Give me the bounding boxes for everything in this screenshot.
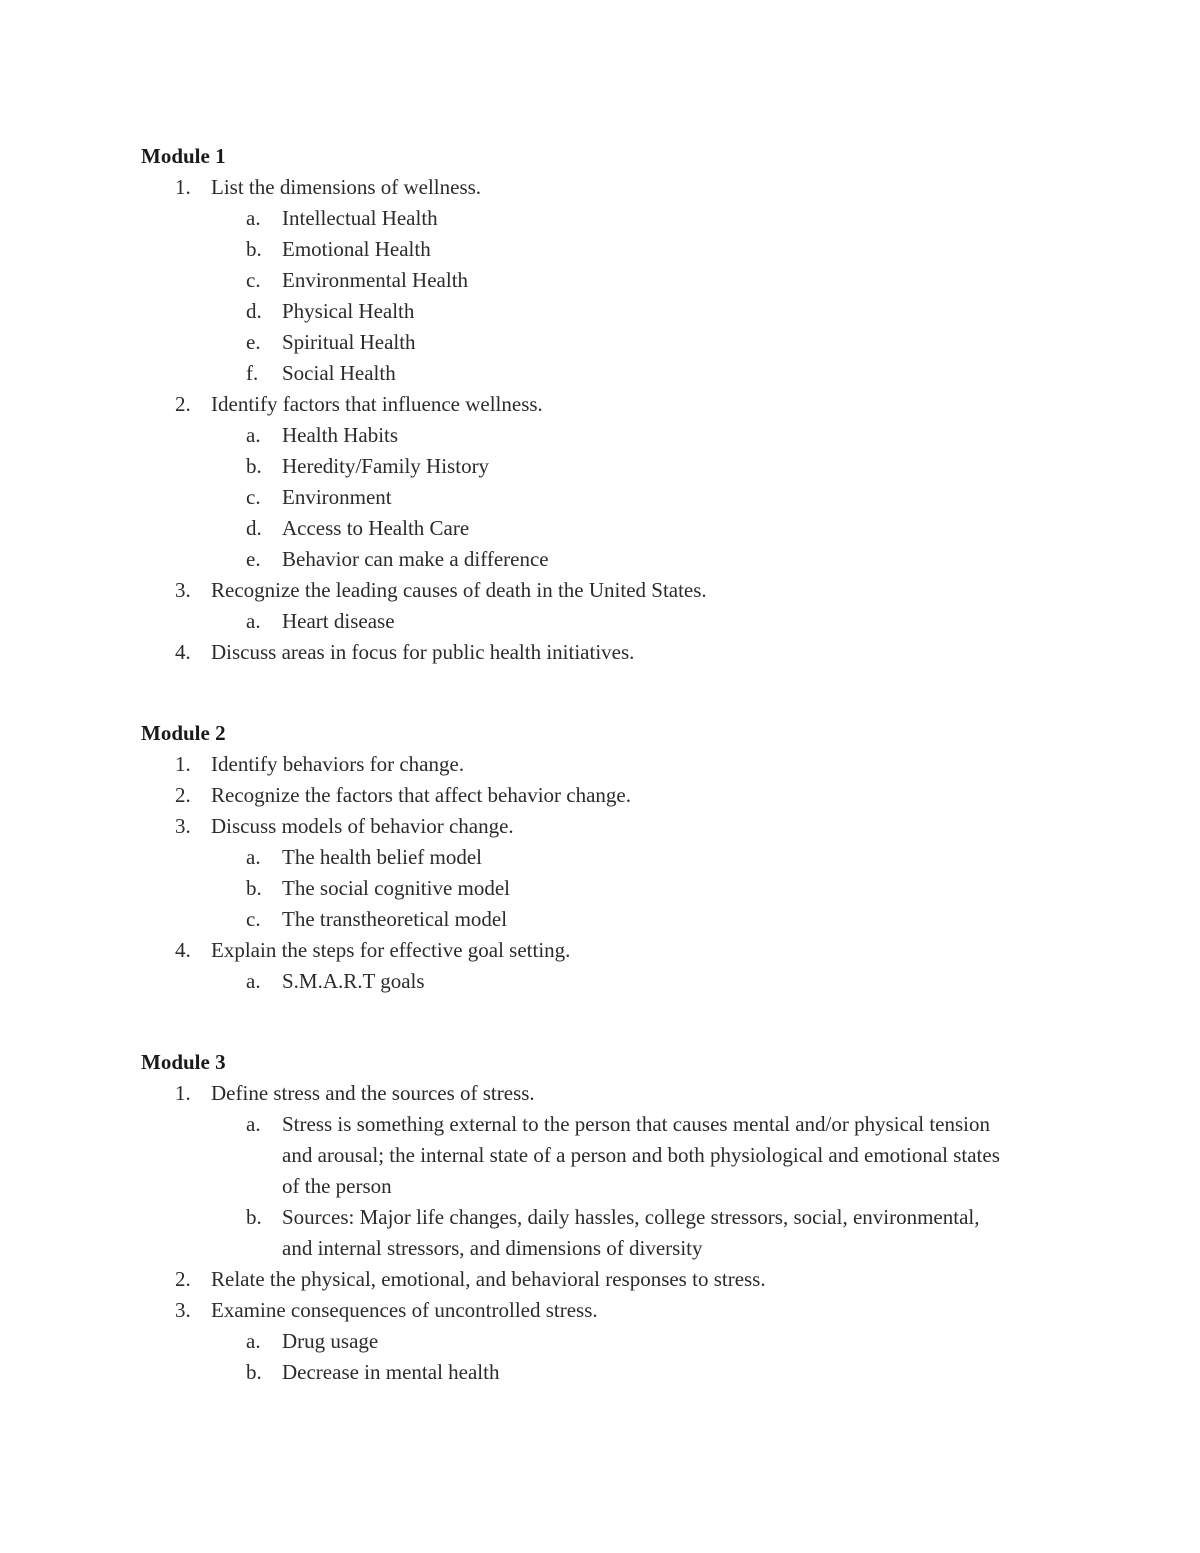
list-item-text: Examine consequences of uncontrolled stress. [211, 1298, 598, 1322]
list-item-number: 2. [175, 783, 191, 807]
sub-list-item-text: Heart disease [282, 609, 395, 633]
list-item [141, 935, 1041, 966]
sub-list-item-text: The health belief model [282, 845, 483, 869]
sub-list-item-text: Environmental Health [282, 268, 469, 292]
module-section [141, 1047, 1041, 1388]
sub-list-item-text: Access to Health Care [282, 516, 470, 540]
list-item-text: Define stress and the sources of stress. [211, 1081, 535, 1105]
list-item-number: 3. [175, 578, 191, 602]
list-item-text: Relate the physical, emotional, and behavioral responses to stress. [211, 1267, 766, 1291]
sub-list-item-letter: e. [246, 547, 261, 571]
list-item-number: 4. [175, 640, 191, 664]
list-item-number: 1. [175, 1081, 191, 1105]
list-item [141, 811, 1041, 842]
sub-list-item [141, 1357, 1041, 1388]
document-content [141, 141, 1041, 1388]
sub-list-item-text: Heredity/Family History [282, 454, 490, 478]
sub-list-item-text: Spiritual Health [282, 330, 416, 354]
sub-list-item-text: Physical Health [282, 299, 415, 323]
list-item [141, 389, 1041, 420]
sub-list-item [141, 296, 1041, 327]
sub-list-item [141, 1202, 1041, 1264]
list-item-number: 2. [175, 392, 191, 416]
sub-list-item-letter: b. [246, 1360, 262, 1384]
list-item-text: Discuss areas in focus for public health initiatives. [211, 640, 635, 664]
module-section [141, 141, 1041, 668]
sub-list-item-letter: a. [246, 1112, 261, 1136]
list-item-text: Discuss models of behavior change. [211, 814, 514, 838]
sub-list-item-text: Health Habits [282, 423, 399, 447]
sub-list-item-text: Behavior can make a difference [282, 547, 549, 571]
sub-list-item-letter: a. [246, 1329, 261, 1353]
sub-list-item-text: The transtheoretical model [282, 907, 508, 931]
sub-list-item [141, 420, 1041, 451]
sub-list-item [141, 265, 1041, 296]
list-item-text: List the dimensions of wellness. [211, 175, 482, 199]
sub-list-item-text: Decrease in mental health [282, 1360, 500, 1384]
list-item [141, 780, 1041, 811]
list-item [141, 637, 1041, 668]
sub-list-item-letter: a. [246, 845, 261, 869]
sub-list-item [141, 873, 1041, 904]
sub-list-item [141, 904, 1041, 935]
sub-list-item-letter: a. [246, 206, 261, 230]
sub-list-item [141, 1326, 1041, 1357]
sub-list-item-text: The social cognitive model [282, 876, 511, 900]
sub-list-item-text: Intellectual Health [282, 206, 438, 230]
sub-list-item-text: Drug usage [282, 1329, 379, 1353]
sub-list-item [141, 327, 1041, 358]
list-item-number: 1. [175, 752, 191, 776]
sub-list-item [141, 842, 1041, 873]
sub-list-item [141, 1109, 1041, 1202]
list-item-text: Identify factors that influence wellness. [211, 392, 543, 416]
sub-list-item-letter: a. [246, 969, 261, 993]
sub-list-item-letter: b. [246, 454, 262, 478]
sub-list-item [141, 513, 1041, 544]
sub-list-item-text: Emotional Health [282, 237, 431, 261]
sub-list-item-letter: b. [246, 237, 262, 261]
list-item-text: Recognize the leading causes of death in the United States. [211, 578, 707, 602]
module-title: Module 1 [141, 144, 226, 168]
sub-list-item-letter: a. [246, 423, 261, 447]
sub-list-item-letter: f. [246, 361, 259, 385]
sub-list-item-text: Social Health [282, 361, 396, 385]
sub-list-item [141, 606, 1041, 637]
list-item [141, 1264, 1041, 1295]
list-item [141, 749, 1041, 780]
sub-list-item-text: S.M.A.R.T goals [282, 969, 425, 993]
list-item [141, 1078, 1041, 1109]
sub-list-item [141, 544, 1041, 575]
list-item [141, 1295, 1041, 1326]
sub-list-item [141, 451, 1041, 482]
sub-list-item-letter: b. [246, 1205, 262, 1229]
list-item-number: 3. [175, 1298, 191, 1322]
sub-list-item [141, 358, 1041, 389]
sub-list-item [141, 234, 1041, 265]
module-title: Module 3 [141, 1050, 226, 1074]
sub-list-item [141, 966, 1041, 997]
list-item-text: Identify behaviors for change. [211, 752, 465, 776]
sub-list-item-letter: e. [246, 330, 261, 354]
sub-list-item-letter: d. [246, 516, 262, 540]
list-item [141, 575, 1041, 606]
list-item-number: 3. [175, 814, 191, 838]
list-item [141, 172, 1041, 203]
sub-list-item-letter: c. [246, 907, 261, 931]
module-section [141, 718, 1041, 997]
sub-list-item-letter: d. [246, 299, 262, 323]
sub-list-item-text: Stress is something external to the person that causes mental and/or physical tension and arousal; the internal state of a person and both physiological and emotional states of the person [282, 1112, 1000, 1198]
sub-list-item-letter: b. [246, 876, 262, 900]
list-item-number: 2. [175, 1267, 191, 1291]
module-title: Module 2 [141, 721, 226, 745]
list-item-text: Recognize the factors that affect behavior change. [211, 783, 631, 807]
list-item-text: Explain the steps for effective goal setting. [211, 938, 571, 962]
sub-list-item-letter: c. [246, 268, 261, 292]
sub-list-item [141, 482, 1041, 513]
list-item-number: 4. [175, 938, 191, 962]
list-item-number: 1. [175, 175, 191, 199]
sub-list-item-text: Sources: Major life changes, daily hassles, college stressors, social, environmental, and internal stressors, and dimensions of diversity [282, 1205, 980, 1260]
sub-list-item-letter: a. [246, 609, 261, 633]
sub-list-item-letter: c. [246, 485, 261, 509]
sub-list-item [141, 203, 1041, 234]
sub-list-item-text: Environment [282, 485, 392, 509]
